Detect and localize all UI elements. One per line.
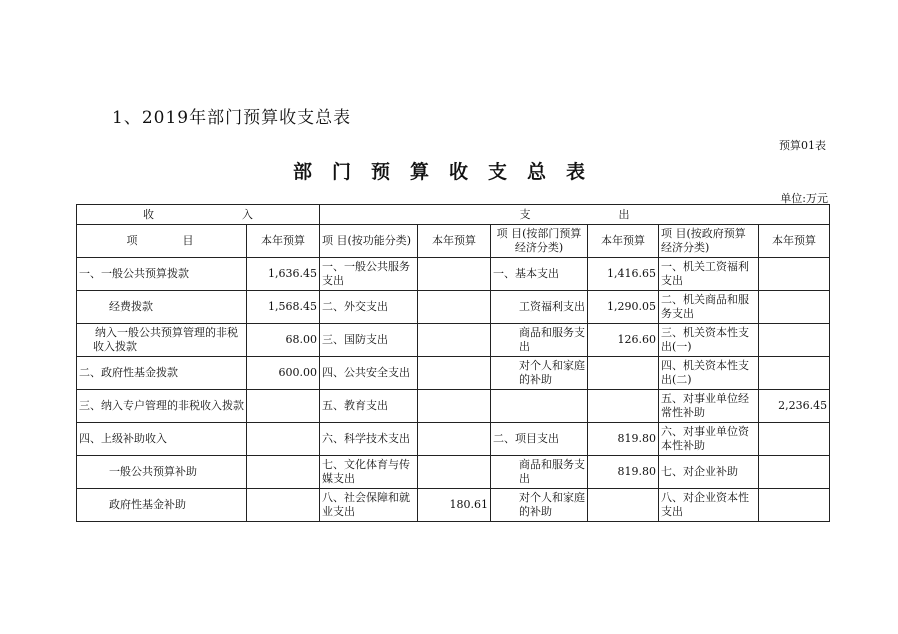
income-item: 经费拨款 <box>77 291 247 324</box>
income-amount: 600.00 <box>247 357 320 390</box>
table-row <box>77 258 830 291</box>
col-header-functional-item: 项 目(按功能分类) <box>320 225 418 258</box>
gov-econ-amount <box>759 489 830 522</box>
functional-amount <box>418 291 491 324</box>
gov-econ-item: 七、对企业补助 <box>659 456 759 489</box>
income-item: 三、纳入专户管理的非税收入拨款 <box>77 390 247 423</box>
functional-item: 二、外交支出 <box>320 291 418 324</box>
functional-item: 三、国防支出 <box>320 324 418 357</box>
income-item: 政府性基金补助 <box>77 489 247 522</box>
income-item: 一般公共预算补助 <box>77 456 247 489</box>
functional-item: 八、社会保障和就业支出 <box>320 489 418 522</box>
col-header-income-item: 项 目 <box>77 225 247 258</box>
income-amount <box>247 423 320 456</box>
functional-amount <box>418 357 491 390</box>
dept-econ-item: 对个人和家庭的补助 <box>491 357 588 390</box>
gov-econ-amount <box>759 423 830 456</box>
gov-econ-item: 四、机关资本性支出(二) <box>659 357 759 390</box>
gov-econ-item: 五、对事业单位经常性补助 <box>659 390 759 423</box>
col-header-functional-amount: 本年预算 <box>418 225 491 258</box>
table-row <box>77 324 830 357</box>
income-item: 一、一般公共预算拨款 <box>77 258 247 291</box>
functional-item: 四、公共安全支出 <box>320 357 418 390</box>
table-row <box>77 357 830 390</box>
dept-econ-item: 商品和服务支出 <box>491 324 588 357</box>
budget-table <box>76 204 830 522</box>
income-amount <box>247 456 320 489</box>
income-section-header: 收 入 <box>77 205 320 225</box>
col-header-dept-econ-amount: 本年预算 <box>588 225 659 258</box>
unit-label: 单位:万元 <box>780 192 828 205</box>
col-header-income-amount: 本年预算 <box>247 225 320 258</box>
dept-econ-item: 一、基本支出 <box>491 258 588 291</box>
income-amount: 1,636.45 <box>247 258 320 291</box>
income-item: 纳入一般公共预算管理的非税收入拨款 <box>77 324 247 357</box>
functional-item: 五、教育支出 <box>320 390 418 423</box>
dept-econ-amount <box>588 390 659 423</box>
functional-amount <box>418 258 491 291</box>
income-amount <box>247 489 320 522</box>
dept-econ-amount <box>588 357 659 390</box>
table-row <box>77 489 830 522</box>
functional-amount <box>418 390 491 423</box>
table-row <box>77 291 830 324</box>
table-title: 部门预算收支总表 <box>292 161 605 183</box>
gov-econ-amount <box>759 291 830 324</box>
functional-item: 一、一般公共服务支出 <box>320 258 418 291</box>
income-amount: 1,568.45 <box>247 291 320 324</box>
expense-section-header: 支 出 <box>320 205 830 225</box>
gov-econ-amount <box>759 456 830 489</box>
gov-econ-amount: 2,236.45 <box>759 390 830 423</box>
page-heading: 1、2019年部门预算收支总表 <box>112 108 352 128</box>
income-item: 二、政府性基金拨款 <box>77 357 247 390</box>
dept-econ-item: 商品和服务支出 <box>491 456 588 489</box>
section-row <box>77 205 830 225</box>
gov-econ-item: 三、机关资本性支出(一) <box>659 324 759 357</box>
form-number: 预算01表 <box>779 139 826 152</box>
gov-econ-amount <box>759 324 830 357</box>
gov-econ-amount <box>759 258 830 291</box>
functional-amount <box>418 324 491 357</box>
income-item: 四、上级补助收入 <box>77 423 247 456</box>
col-header-gov-econ-item: 项 目(按政府预算经济分类) <box>659 225 759 258</box>
dept-econ-amount: 819.80 <box>588 423 659 456</box>
col-header-gov-econ-amount: 本年预算 <box>759 225 830 258</box>
functional-item: 六、科学技术支出 <box>320 423 418 456</box>
dept-econ-amount: 1,290.05 <box>588 291 659 324</box>
table-row <box>77 423 830 456</box>
dept-econ-item <box>491 390 588 423</box>
gov-econ-item: 一、机关工资福利支出 <box>659 258 759 291</box>
dept-econ-item: 二、项目支出 <box>491 423 588 456</box>
dept-econ-amount: 126.60 <box>588 324 659 357</box>
gov-econ-item: 六、对事业单位资本性补助 <box>659 423 759 456</box>
col-header-dept-econ-item: 项 目(按部门预算经济分类) <box>491 225 588 258</box>
income-amount <box>247 390 320 423</box>
dept-econ-amount: 1,416.65 <box>588 258 659 291</box>
header-row <box>77 225 830 258</box>
functional-item: 七、文化体育与传媒支出 <box>320 456 418 489</box>
table-row <box>77 456 830 489</box>
dept-econ-item: 对个人和家庭的补助 <box>491 489 588 522</box>
dept-econ-item: 工资福利支出 <box>491 291 588 324</box>
functional-amount <box>418 456 491 489</box>
gov-econ-item: 二、机关商品和服务支出 <box>659 291 759 324</box>
functional-amount <box>418 423 491 456</box>
functional-amount: 180.61 <box>418 489 491 522</box>
gov-econ-amount <box>759 357 830 390</box>
dept-econ-amount <box>588 489 659 522</box>
income-amount: 68.00 <box>247 324 320 357</box>
dept-econ-amount: 819.80 <box>588 456 659 489</box>
table-row <box>77 390 830 423</box>
gov-econ-item: 八、对企业资本性支出 <box>659 489 759 522</box>
